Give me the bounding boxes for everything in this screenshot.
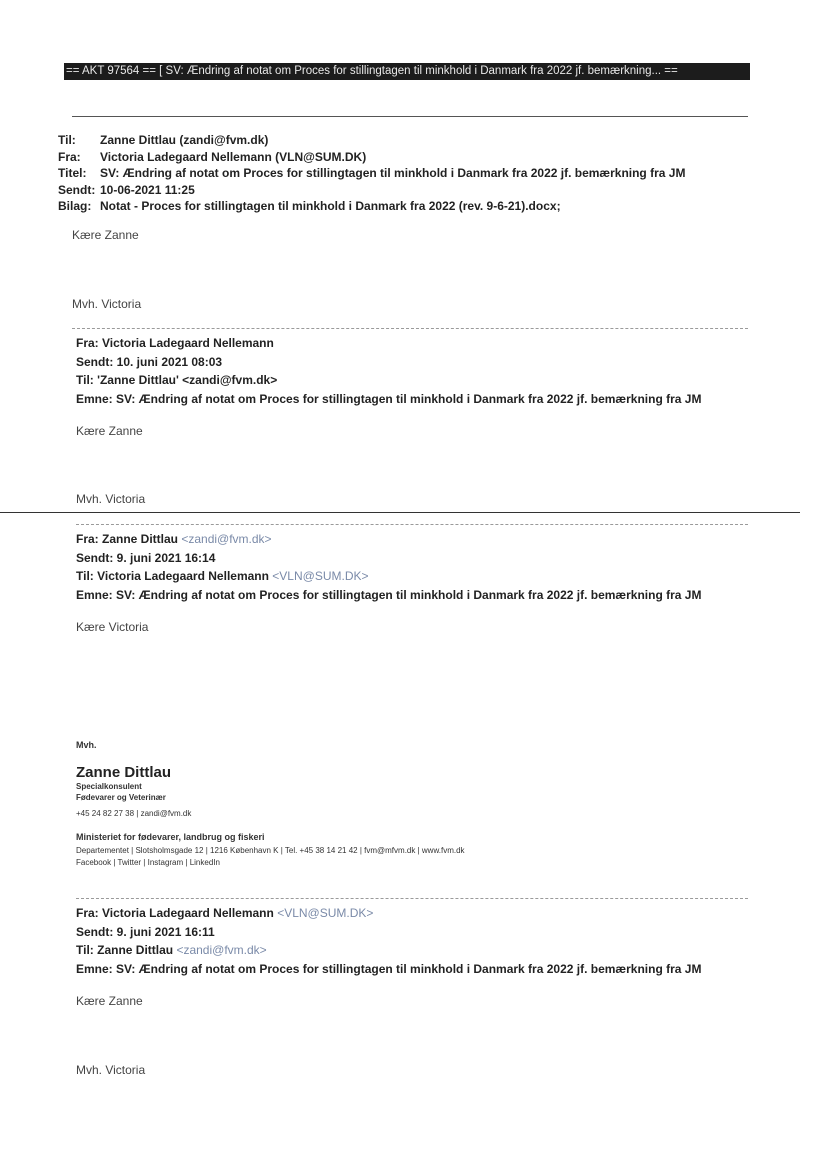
til-value: Zanne Dittlau (zandi@fvm.dk): [100, 133, 269, 147]
email1-greeting: Kære Zanne: [72, 228, 139, 242]
signature-social: Facebook | Twitter | Instagram | LinkedIn: [76, 858, 220, 867]
email-header: [58, 132, 758, 215]
email3-header: [76, 530, 776, 604]
email2-til: Til: 'Zanne Dittlau' <zandi@fvm.dk>: [76, 373, 278, 387]
email3-til: Til: Victoria Ladegaard Nellemann: [76, 569, 273, 583]
email4-emne: Emne: SV: Ændring af notat om Proces for stillingtagen til minkhold i Danmark fra 2022 jf. bemærkning fra JM: [76, 961, 702, 976]
page-divider: [0, 512, 800, 513]
signature-mvh: Mvh.: [76, 740, 97, 750]
email4-til-address: <zandi@fvm.dk>: [176, 943, 267, 957]
email3-fra: Fra: Zanne Dittlau: [76, 532, 182, 546]
email4-closing: Mvh. Victoria: [76, 1063, 146, 1077]
email4-fra-address: <VLN@SUM.DK>: [277, 906, 374, 920]
divider: [76, 524, 748, 525]
divider: [76, 898, 748, 899]
signature-title: Specialkonsulent: [76, 782, 142, 791]
titel-label: Titel:: [58, 166, 87, 180]
email1-closing: Mvh. Victoria: [72, 297, 142, 311]
email3-sendt: Sendt: 9. juni 2021 16:14: [76, 550, 216, 565]
signature-address: Departementet | Slotsholmsgade 12 | 1216 København K | Tel. +45 38 14 21 42 | fvm@mfvm.dk | www.fvm.dk: [76, 846, 465, 855]
email3-greeting: Kære Victoria: [76, 620, 149, 634]
sendt-label: Sendt:: [58, 182, 96, 197]
email2-fra: Fra: Victoria Ladegaard Nellemann: [76, 336, 274, 350]
divider: [72, 116, 748, 117]
fra-value: Victoria Ladegaard Nellemann (VLN@SUM.DK): [100, 149, 367, 164]
signature-phone: +45 24 82 27 38 | zandi@fvm.dk: [76, 809, 192, 818]
email4-header: [76, 904, 776, 978]
email2-header: [76, 334, 776, 408]
email2-sendt: Sendt: 10. juni 2021 08:03: [76, 354, 223, 369]
email3-fra-address: <zandi@fvm.dk>: [181, 532, 272, 546]
email3-emne: Emne: SV: Ændring af notat om Proces for stillingtagen til minkhold i Danmark fra 2022 jf. bemærkning fra JM: [76, 587, 702, 602]
titel-value: SV: Ændring af notat om Proces for stillingtagen til minkhold i Danmark fra 2022 jf. bemærkning fra JM: [100, 166, 686, 180]
til-label: Til:: [58, 133, 76, 147]
divider: [72, 328, 748, 329]
bilag-value: Notat - Proces for stillingtagen til minkhold i Danmark fra 2022 (rev. 9-6-21).docx;: [100, 199, 561, 213]
email4-greeting: Kære Zanne: [76, 994, 143, 1008]
sendt-value: 10-06-2021 11:25: [100, 182, 195, 197]
email3-til-address: <VLN@SUM.DK>: [272, 569, 369, 583]
email4-sendt: Sendt: 9. juni 2021 16:11: [76, 924, 215, 939]
fra-label: Fra:: [58, 149, 81, 164]
email4-til: Til: Zanne Dittlau: [76, 943, 177, 957]
email2-greeting: Kære Zanne: [76, 424, 143, 438]
email4-fra: Fra: Victoria Ladegaard Nellemann: [76, 906, 278, 920]
email2-emne: Emne: SV: Ændring af notat om Proces for stillingtagen til minkhold i Danmark fra 2022 jf. bemærkning fra JM: [76, 391, 702, 406]
bilag-label: Bilag:: [58, 199, 92, 213]
signature-name: Zanne Dittlau: [76, 764, 172, 781]
signature-dept: Fødevarer og Veterinær: [76, 793, 166, 802]
document-banner: == AKT 97564 == [ SV: Ændring af notat om Proces for stillingtagen til minkhold i Danmark fra 2022 jf. bemærkning... ==: [64, 63, 750, 80]
signature-ministry: Ministeriet for fødevarer, landbrug og fiskeri: [76, 832, 265, 842]
email2-closing: Mvh. Victoria: [76, 492, 146, 506]
